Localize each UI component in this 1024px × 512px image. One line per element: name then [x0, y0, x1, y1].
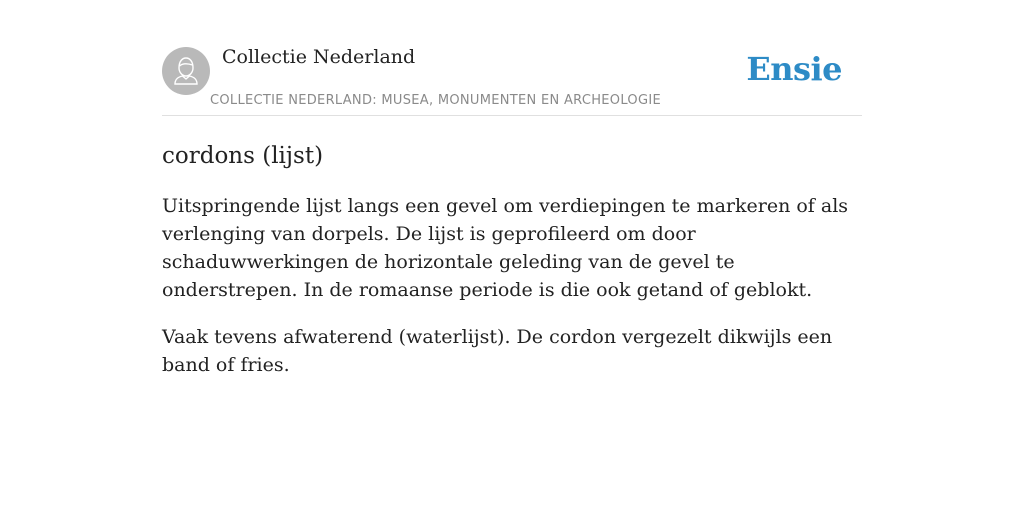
author-name-link[interactable]: Collectie Nederland — [222, 46, 416, 68]
definition-body — [162, 192, 862, 379]
source-label: COLLECTIE NEDERLAND: MUSEA, MONUMENTEN EN ARCHEOLOGIE — [210, 93, 661, 108]
page-container — [162, 0, 862, 398]
entry-header — [162, 0, 862, 116]
ensie-logo[interactable]: Ensie — [746, 50, 842, 88]
user-silhouette-icon — [162, 47, 210, 95]
author-avatar[interactable] — [162, 47, 210, 95]
definition-paragraph: Vaak tevens afwaterend (waterlijst). De cordon vergezelt dikwijls een band of fries. — [162, 326, 833, 376]
definition-paragraph: Uitspringende lijst langs een gevel om verdiepingen te markeren of als verlenging van dorpels. De lijst is geprofileerd om door schaduwwerkingen de horizontale geleding van de gevel te onderstrepen. In de romaanse periode is die ook getand of geblokt. — [162, 195, 849, 301]
term-title: cordons (lijst) — [162, 143, 324, 169]
